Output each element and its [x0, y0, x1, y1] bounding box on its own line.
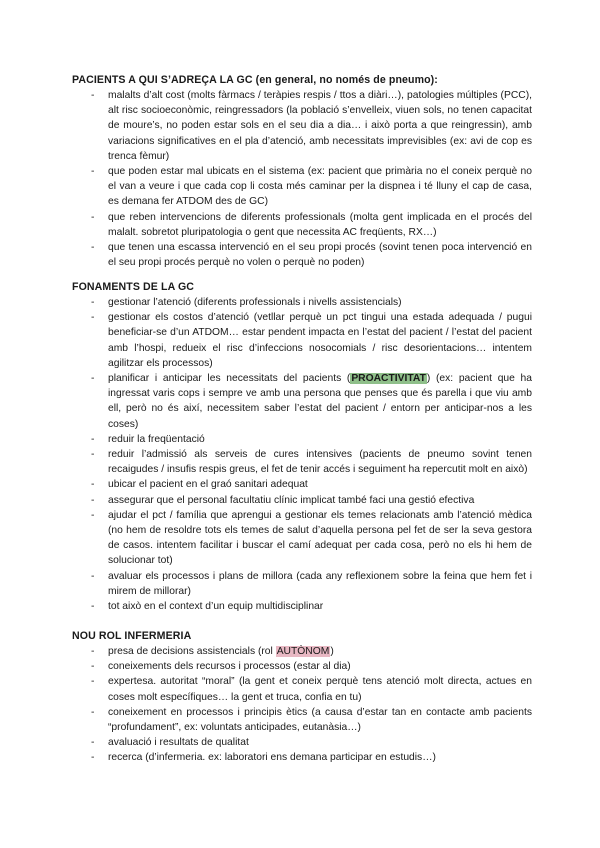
list-item: - assegurar que el personal facultatiu clínic implicat també faci una gestió efectiva: [72, 493, 532, 508]
list-item: - ubicar el pacient en el graó sanitari adequat: [72, 477, 532, 492]
bullet-list: [72, 644, 532, 766]
list-item: - que tenen una escassa intervenció en el seu propi procés (sovint tenen poca intervenció en el seu propi procés perquè no volen o perquè no poden): [72, 240, 532, 270]
list-item: - avaluació i resultats de qualitat: [72, 735, 532, 750]
section-fonaments: [72, 280, 532, 614]
list-item: - expertesa. autoritat “moral” (la gent et coneix perquè tens atenció molt directa, actues en coses molt específiques… la gent et truca, confia en tu): [72, 674, 532, 704]
list-item: - ajudar el pct / família que aprengui a gestionar els temes relacionats amb l’atenció mèdica (no hem de resoldre tots els temes de salut d’aquella persona pel fet de ser la seva gestora de casos. intentem facilitar i buscar el camí adequat per cada cosa, però no els hi hem de solucionar tot): [72, 508, 532, 569]
list-item: - reduir la freqüentació: [72, 432, 532, 447]
section-heading: FONAMENTS DE LA GC: [72, 281, 195, 293]
list-item: - avaluar els processos i plans de millora (cada any reflexionem sobre la feina que hem fet i mirem de millorar): [72, 569, 532, 599]
item-text: planificar i anticipar les necessitats del pacients (: [108, 373, 351, 385]
list-item: [72, 644, 532, 659]
list-item: - gestionar els costos d’atenció (vetllar perquè un pct tingui una estada adequada / pugui beneficiar-se d’un ATDOM… estar pendent impacta en l’estat del pacient / l’estat del pacient amb l’hospi, redueix el risc d’infeccions nosocomials / risc desorientacions… intentem agilitzar els processos): [72, 310, 532, 371]
section-nou-rol: [72, 629, 532, 766]
highlight-autonom: AUTÒNOM: [276, 646, 330, 657]
section-heading: PACIENTS A QUI S’ADREÇA LA GC (en general, no només de pneumo):: [72, 74, 438, 86]
highlight-proactivitat: PROACTIVITAT: [351, 373, 426, 385]
list-item: - que poden estar mal ubicats en el sistema (ex: pacient que primària no el coneix perquè no el van a veure i que cada cop li costa més caminar per la dispnea i té lluny el cap de casa, es demana fer ATDOM des de GC): [72, 164, 532, 210]
list-item: - coneixements dels recursos i processos (estar al dia): [72, 659, 532, 674]
list-item: - malalts d’alt cost (molts fàrmacs / teràpies respis / ttos a diàri…), patologies múltiples (PCC), alt risc socioeconòmic, reingressadors (la població s’envelleix, viuen sols, no tenen capacitat de moure’s, no poden estar sols en el seu dia a dia… i això porta a que reingressin), amb variacions significatives en el pla d’atenció, amb necessitats imprevisibles (ex: avi de cop es trenca fèmur): [72, 88, 532, 164]
section-pacients: [72, 73, 532, 270]
list-item: - que reben intervencions de diferents professionals (molta gent implicada en el procés del malalt. sobretot pluripatologia o gent que necessita AC freqüents, RX…): [72, 210, 532, 240]
item-text: presa de decisions assistencials (rol: [108, 646, 276, 657]
bullet-list: [72, 295, 532, 614]
list-item: - tot això en el context d’un equip multidisciplinar: [72, 599, 532, 614]
list-item: - reduir l’admissió als serveis de cures intensives (pacients de pneumo sovint tenen recaigudes / insufis respis greus, el fet de tenir accés i seguiment ha repercutit molt en això): [72, 447, 532, 477]
list-item: - coneixement en processos i principis ètics (a causa d’estar tan en contacte amb pacients “profundament”, ex: voluntats anticipades, eutanàsia…): [72, 705, 532, 735]
list-item: [72, 371, 532, 432]
list-item: - gestionar l’atenció (diferents professionals i nivells assistencials): [72, 295, 532, 310]
list-item: - recerca (d’infermeria. ex: laboratori ens demana participar en estudis…): [72, 750, 532, 765]
item-text: ): [330, 646, 334, 657]
bullet-list: [72, 88, 532, 270]
item-text: ) (ex: pacient que ha ingressat varis cops i sempre ve amb una persona que penses que és parella i que viu amb ell, però no és així, necessitem saber l’estat del pacient / entorn per anticipar-nos a les coses): [108, 373, 532, 430]
section-heading: NOU ROL INFERMERIA: [72, 630, 192, 642]
